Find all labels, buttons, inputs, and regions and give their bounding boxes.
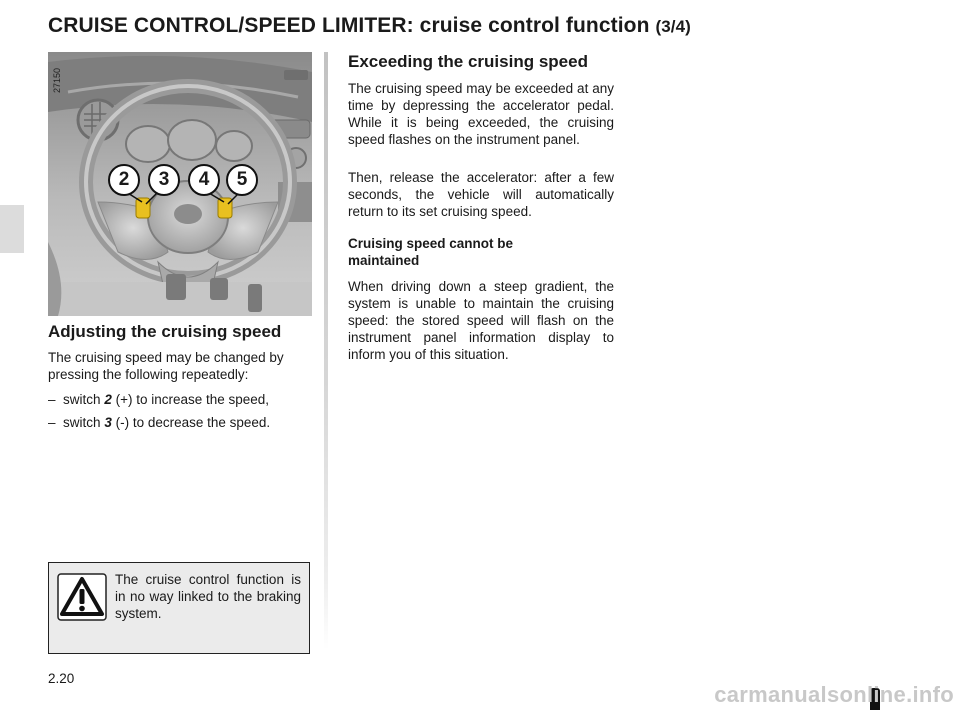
list-item-switch-3: [48, 414, 270, 431]
exceeding-paragraph-1: The cruising speed may be exceeded at any time by depressing the accelerator pedal. While it is being exceeded, the cruising speed flashes on the instrument panel.: [348, 81, 614, 147]
bullet-pre: switch: [63, 415, 101, 430]
bullet-dash: –: [48, 415, 56, 430]
heading-exceeding: Exceeding the cruising speed: [348, 52, 588, 71]
warning-panel: [48, 562, 310, 654]
callout-2: 2: [108, 164, 140, 196]
section-tab: [0, 205, 24, 253]
page-title: [48, 14, 691, 38]
bullet-switch-number: 2: [104, 392, 112, 407]
title-text: CRUISE CONTROL/SPEED LIMITER: cruise control function: [48, 14, 650, 37]
warning-text: The cruise control function is in no way linked to the braking system.: [115, 572, 301, 621]
exceeding-paragraph-2: Then, release the accelerator: after a few seconds, the vehicle will automatically return to its set cruising speed.: [348, 170, 614, 219]
heading-adjusting: Adjusting the cruising speed: [48, 322, 282, 341]
callout-4: 4: [188, 164, 220, 196]
bullet-switch-number: 3: [104, 415, 112, 430]
bullet-pre: switch: [63, 392, 101, 407]
bullet-text: (+) to increase the speed,: [115, 392, 270, 407]
figure-reference: 27150: [52, 67, 62, 93]
watermark: carmanualsonline.info: [714, 682, 954, 707]
steering-wheel-illustration: [48, 52, 312, 316]
callout-3: 3: [148, 164, 180, 196]
bullet-dash: –: [48, 392, 56, 407]
bullet-text: (-) to decrease the speed.: [115, 415, 271, 430]
page-number: 2.20: [48, 671, 75, 686]
subheading-cannot-maintain: Cruising speed cannot be maintained: [348, 236, 514, 268]
column-divider: [324, 52, 328, 650]
adjusting-intro: The cruising speed may be changed by pressing the following repeatedly:: [48, 350, 284, 382]
cannot-maintain-paragraph: When driving down a steep gradient, the system is unable to maintain the cruising speed: the stored speed will flash on the instrument panel information display to inform you of this situation.: [348, 279, 614, 362]
warning-triangle-icon: [57, 573, 107, 621]
list-item-switch-2: [48, 391, 269, 408]
callout-5: 5: [226, 164, 258, 196]
title-part: (3/4): [655, 17, 691, 36]
